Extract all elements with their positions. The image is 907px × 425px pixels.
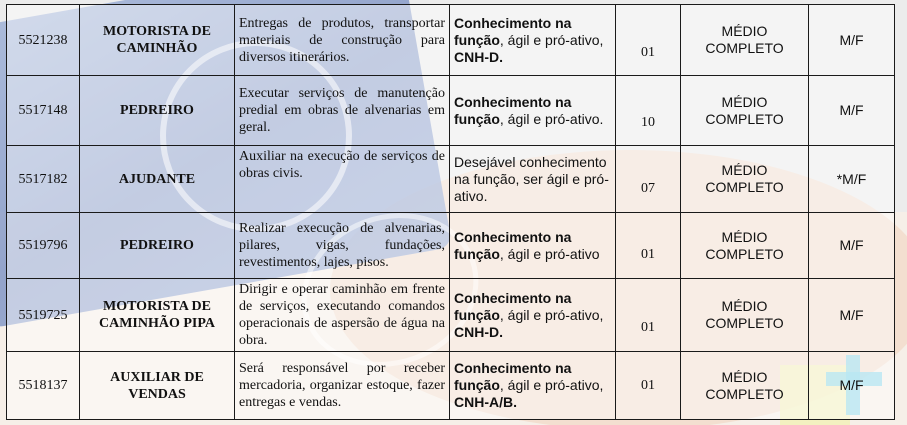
job-vacancies: 07 — [616, 146, 681, 213]
job-description: Será responsável por receber mercadoria, organizar estoque, fazer entregas e vendas. — [235, 352, 450, 420]
table-row — [7, 213, 895, 279]
job-title: MOTORISTA DE CAMINHÃO PIPA — [80, 279, 235, 352]
table-row — [7, 279, 895, 352]
job-description: Auxiliar na execução de serviços de obras civis. — [235, 146, 450, 213]
table-row — [7, 76, 895, 146]
job-vacancies: 10 — [616, 76, 681, 146]
job-requirements: Conhecimento na função, ágil e pró-ativo. — [450, 76, 616, 146]
job-title: AJUDANTE — [80, 146, 235, 213]
job-requirements: Conhecimento na função, ágil e pró-ativo — [450, 213, 616, 279]
job-title: PEDREIRO — [80, 213, 235, 279]
job-description: Dirigir e operar caminhão em frente de serviços, executando comandos operacionais de aspersão de água na obra. — [235, 279, 450, 352]
table-row — [7, 146, 895, 213]
job-title: AUXILIAR DE VENDAS — [80, 352, 235, 420]
job-vacancies: 01 — [616, 352, 681, 420]
job-code: 5519796 — [7, 213, 80, 279]
job-description: Entregas de produtos, transportar materiais de construção para diversos itinerários. — [235, 5, 450, 76]
job-description: Executar serviços de manutenção predial em obras de alvenarias em geral. — [235, 76, 450, 146]
job-sex: M/F — [809, 76, 895, 146]
job-openings-table — [6, 4, 895, 420]
job-requirements: Conhecimento na função, ágil e pró-ativo, CNH-A/B. — [450, 352, 616, 420]
job-requirements: Desejável conhecimento na função, ser ágil e pró-ativo. — [450, 146, 616, 213]
job-code: 5518137 — [7, 352, 80, 420]
job-education: MÉDIO COMPLETO — [681, 76, 809, 146]
job-title: PEDREIRO — [80, 76, 235, 146]
job-sex: M/F — [809, 213, 895, 279]
job-vacancies: 01 — [616, 279, 681, 352]
job-code: 5517182 — [7, 146, 80, 213]
job-sex: M/F — [809, 5, 895, 76]
job-education: MÉDIO COMPLETO — [681, 213, 809, 279]
job-education: MÉDIO COMPLETO — [681, 5, 809, 76]
job-description: Realizar execução de alvenarias, pilares, vigas, fundações, revestimentos, lajes, pisos. — [235, 213, 450, 279]
job-education: MÉDIO COMPLETO — [681, 279, 809, 352]
job-vacancies: 01 — [616, 213, 681, 279]
job-sex: *M/F — [809, 146, 895, 213]
job-education: MÉDIO COMPLETO — [681, 146, 809, 213]
job-vacancies: 01 — [616, 5, 681, 76]
job-requirements: Conhecimento na função, ágil e pró-ativo, CNH-D. — [450, 5, 616, 76]
job-sex: M/F — [809, 352, 895, 420]
job-code: 5521238 — [7, 5, 80, 76]
job-title: MOTORISTA DE CAMINHÃO — [80, 5, 235, 76]
job-code: 5519725 — [7, 279, 80, 352]
job-sex: M/F — [809, 279, 895, 352]
job-requirements: Conhecimento na função, ágil e pró-ativo, CNH-D. — [450, 279, 616, 352]
job-code: 5517148 — [7, 76, 80, 146]
table-row — [7, 352, 895, 420]
table-row — [7, 5, 895, 76]
job-education: MÉDIO COMPLETO — [681, 352, 809, 420]
